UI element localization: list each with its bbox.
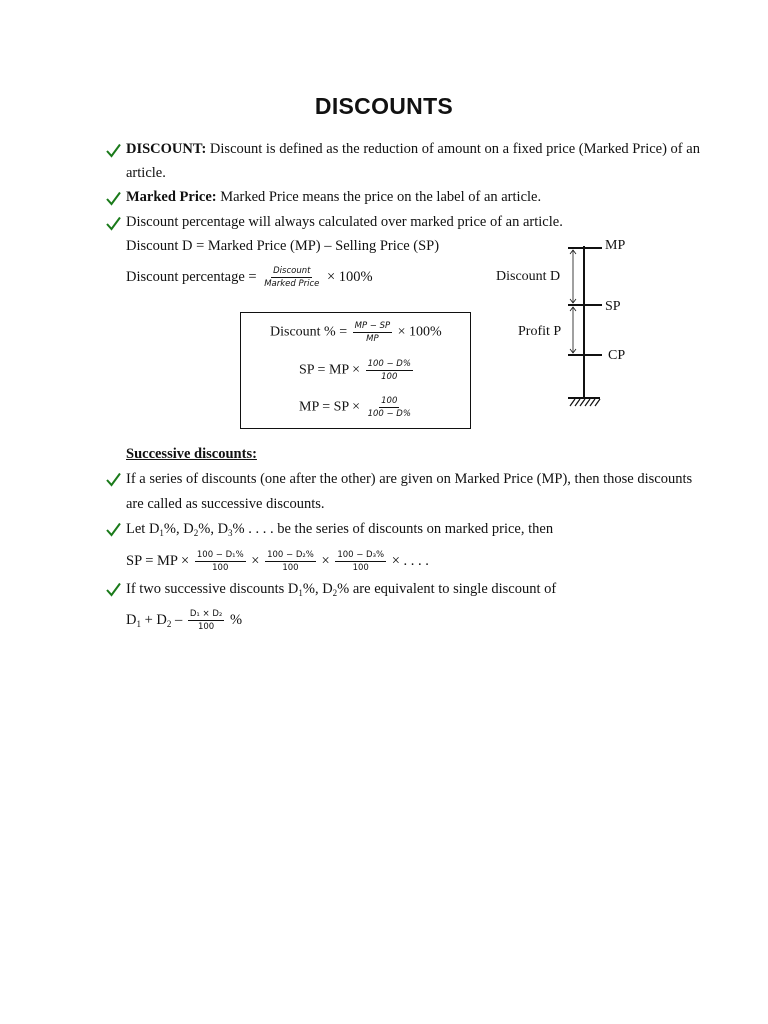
numerator: Discount — [273, 266, 311, 276]
bullet-discount-percentage: Discount percentage will always calculated over marked price of an article. — [126, 214, 563, 230]
formula-label: SP = MP × — [126, 552, 190, 569]
formula-tail: × 100% — [397, 324, 442, 340]
discount-formula: Discount D = Marked Price (MP) – Selling Price (SP) — [126, 238, 440, 254]
term-marked-price: Marked Price: — [126, 189, 217, 205]
bullet-continuation: are called as successive discounts. — [126, 496, 325, 512]
formula-label: MP = SP × — [299, 399, 361, 415]
denominator: 100 − D% — [367, 409, 411, 419]
mp-label: MP — [605, 238, 626, 253]
definition-text: Marked Price means the price on the label of an article. — [220, 189, 542, 205]
numerator: 100 — [381, 396, 398, 406]
formula-discount-percent — [270, 321, 442, 344]
formula-box — [240, 312, 471, 429]
check-icon — [105, 471, 122, 488]
bullet-successive-definition: If a series of discounts (one after the other) are given on Marked Price (MP), then those discounts — [126, 471, 693, 487]
fraction — [353, 321, 393, 344]
bullet-series: Let $D_1\%$, $D_2\%$, $D_3\%$ . . . . be the series of discounts on marked price, then — [126, 521, 554, 538]
formula-label: SP = MP × — [299, 362, 361, 378]
profit-p-label: Profit P — [518, 324, 562, 339]
numerator: MP − SP — [354, 321, 391, 331]
check-icon — [105, 215, 122, 232]
sp-label: SP — [605, 299, 621, 314]
formula-tail: × 100% — [327, 268, 373, 285]
cp-label: CP — [608, 348, 626, 363]
bullet-marked-price — [126, 188, 541, 206]
definition-text: Discount is defined as the reduction of amount on a fixed price (Marked Price) of an — [209, 141, 700, 157]
denominator: Marked Price — [264, 279, 320, 289]
check-icon — [105, 581, 122, 598]
denominator: MP — [366, 334, 379, 344]
formula-sp — [299, 359, 415, 382]
page-title: DISCOUNTS — [314, 93, 454, 119]
successive-heading: Successive discounts: — [126, 446, 257, 462]
check-icon — [105, 190, 122, 207]
ground-hatch — [570, 399, 600, 406]
term-discount: DISCOUNT: — [126, 141, 207, 157]
numerator: 100 − D% — [367, 359, 411, 369]
price-diagram — [560, 240, 610, 410]
bullet-two-successive: If two successive discounts $D_1\%$, $D_2\%$ are equivalent to single discount of — [126, 581, 557, 598]
equivalent-discount-formula: $D_1 + D_2$ – $\frac{\text{D₁ × D₂}}{100}$ % — [126, 609, 243, 632]
fraction: $\frac{\text{D₁ × D₂}}{100}$ — [189, 609, 223, 632]
formula-label: Discount percentage = — [126, 268, 257, 285]
successive-sp-formula: SP = MP × $\frac{\text{100 − D₁\%}}{100}$ × $\frac{\text{100 − D₂\%}}{100}$ × $\frac{\text{100 − D₃\%}}{100}$ × . . . . — [126, 550, 429, 573]
fraction — [366, 396, 413, 419]
fraction — [262, 266, 321, 289]
fraction: $\frac{\text{100 − D₂\%}}{100}$ — [267, 550, 314, 573]
formula-label: Discount % = — [270, 324, 348, 340]
fraction: $\frac{\text{100 − D₃\%}}{100}$ — [337, 550, 385, 573]
bullet-continuation: article. — [126, 165, 166, 181]
discount-percentage-formula — [126, 266, 373, 289]
formula-mp — [299, 396, 415, 419]
check-icon — [105, 521, 122, 538]
bullet-discount-definition — [126, 140, 700, 158]
denominator: 100 — [381, 372, 398, 382]
discount-d-label: Discount D — [496, 269, 561, 284]
fraction — [366, 359, 413, 382]
fraction: $\frac{\text{100 − D₁\%}}{100}$ — [196, 550, 244, 573]
check-icon — [105, 142, 122, 159]
